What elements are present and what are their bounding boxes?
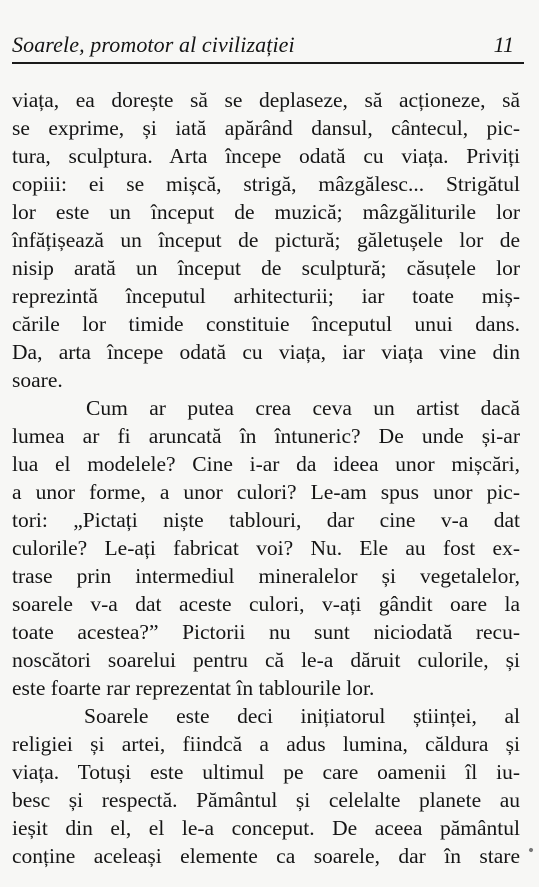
text-line: lumea ar fi aruncată în întuneric? De unde și-ar [12, 424, 520, 448]
ink-speck [528, 847, 533, 852]
text-line: viața, ea dorește să se deplaseze, să acționeze, să [12, 88, 520, 112]
text-line: înfățișează un început de pictură; găletușele lor de [12, 228, 520, 252]
running-title: Soarele, promotor al civilizației [12, 32, 295, 57]
header-rule [12, 62, 524, 64]
text-line: lor este un început de muzică; mâzgăliturile lor [12, 200, 520, 224]
body-text [12, 86, 520, 870]
text-line: tura, sculptura. Arta începe odată cu viața. Priviți [12, 144, 520, 168]
text-line: Da, arta începe odată cu viața, iar viața vine din [12, 340, 520, 364]
text-line: tori: „Pictați niște tablouri, dar cine v-a dat [12, 508, 520, 532]
text-line: toate acestea?” Pictorii nu sunt niciodată recu- [12, 620, 520, 644]
page-number: 11 [493, 32, 514, 57]
text-line: nisip arată un început de sculptură; căsuțele lor [12, 256, 520, 280]
text-line: lua el modelele? Cine i-ar da ideea unor mișcări, [12, 452, 520, 476]
text-line: copiii: ei se mișcă, strigă, mâzgălesc... Strigătul [12, 172, 520, 196]
text-line: se exprime, și iată apărând dansul, cântecul, pic- [12, 116, 520, 140]
text-line: trase prin intermediul mineralelor și vegetalelor, [12, 564, 520, 588]
text-line: conține aceleași elemente ca soarele, dar în stare [12, 844, 520, 868]
text-line: soare. [12, 368, 63, 392]
text-line: este foarte rar reprezentat în tablourile lor. [12, 676, 375, 700]
text-line: noscători soarelui pentru că le-a dăruit culorile, și [12, 648, 520, 672]
paragraph-start-line: Cum ar putea crea ceva un artist dacă [86, 396, 520, 420]
text-line: culorile? Le-ați fabricat voi? Nu. Ele au fost ex- [12, 536, 520, 560]
text-line: ieșit din el, el le-a conceput. De aceea pământul [12, 816, 520, 840]
text-line: viața. Totuși este ultimul pe care oamenii îl iu- [12, 760, 520, 784]
text-line: religiei și artei, fiindcă a adus lumina, căldura și [12, 732, 520, 756]
text-line: a unor forme, a unor culori? Le-am spus unor pic- [12, 480, 520, 504]
page-header [12, 32, 522, 64]
text-line: besc și respectă. Pământul și celelalte planete au [12, 788, 520, 812]
text-line: reprezintă începutul arhitecturii; iar toate miș- [12, 284, 520, 308]
paragraph-start-line: Soarele este deci inițiatorul științei, al [84, 704, 520, 728]
text-line: cările lor timide constituie începutul unui dans. [12, 312, 520, 336]
text-line: soarele v-a dat aceste culori, v-ați gândit oare la [12, 592, 520, 616]
